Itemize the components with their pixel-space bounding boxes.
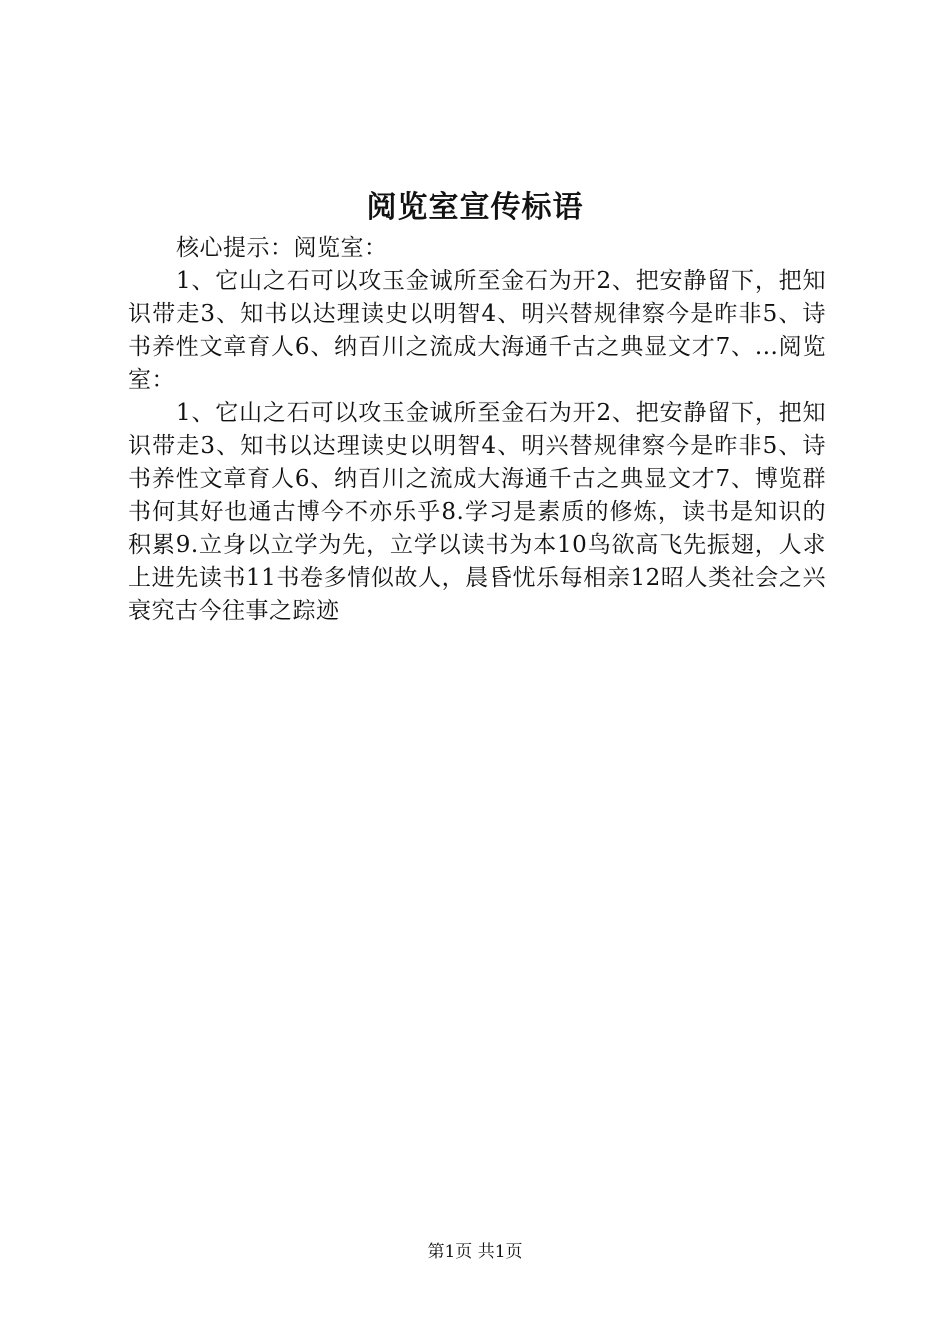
summary-line: 核心提示：阅览室： — [176, 235, 388, 261]
paragraph-1: 1、它山之石可以攻玉金诚所至金石为开2、把安静留下，把知识带走3、知书以达理读史以明智4、明兴替规律察今是昨非5、诗书养性文章育人6、纳百川之流成大海通千古之典显文才7、...阅览室： — [128, 268, 826, 393]
paragraph-2: 1、它山之石可以攻玉金诚所至金石为开2、把安静留下，把知识带走3、知书以达理读史以明智4、明兴替规律察今是昨非5、诗书养性文章育人6、纳百川之流成大海通千古之典显文才7、博览群书何其好也通古博今不亦乐乎8.学习是素质的修炼，读书是知识的积累9.立身以立学为先，立学以读书为本10鸟欲高飞先振翅，人求上进先读书11书卷多情似故人，晨昏忧乐每相亲12昭人类社会之兴衰究古今往事之踪迹 — [128, 400, 826, 624]
document-body — [128, 232, 826, 628]
document-title: 阅览室宣传标语 — [366, 190, 584, 225]
page-footer: 第1页 共1页 — [427, 1242, 523, 1262]
